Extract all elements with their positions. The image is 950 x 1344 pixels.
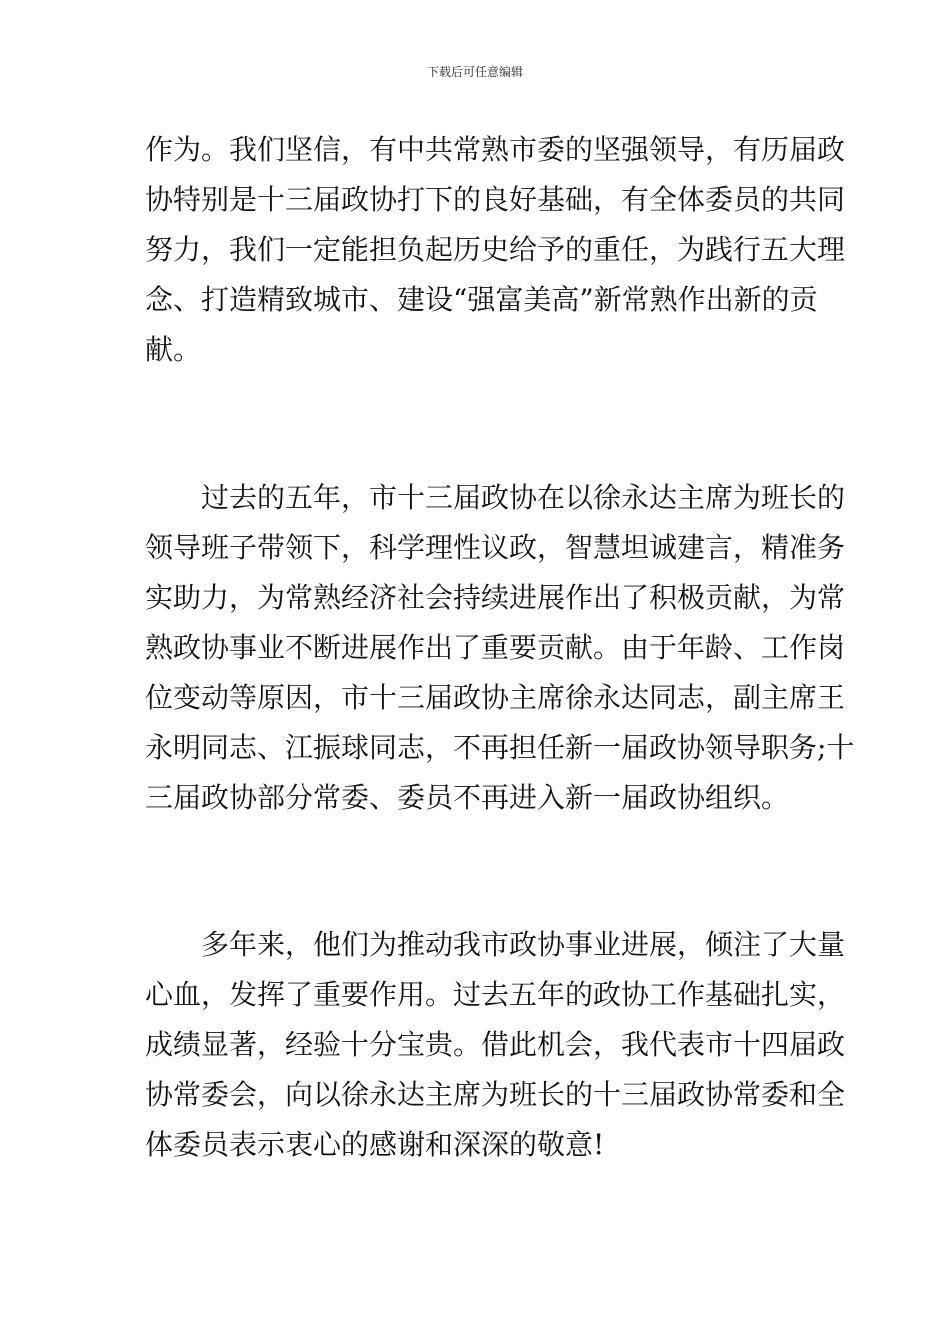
text-line: 熟政协事业不断进展作出了重要贡献。由于年龄、工作岗: [145, 631, 846, 664]
text-line: 三届政协部分常委、委员不再进入新一届政协组织。: [145, 781, 790, 814]
text-line: 多年来，他们为推动我市政协事业进展，倾注了大量: [145, 928, 846, 961]
paragraph-2: [145, 473, 855, 823]
text-line: 过去的五年，市十三届政协在以徐永达主席为班长的: [145, 481, 846, 514]
text-line: 协特别是十三届政协打下的良好基础，有全体委员的共同: [145, 183, 846, 216]
text-line: 位变动等原因，市十三届政协主席徐永达同志，副主席王: [145, 681, 846, 714]
text-line: 心血，发挥了重要作用。过去五年的政协工作基础扎实，: [145, 978, 846, 1011]
text-line: 成绩显著，经验十分宝贵。借此机会，我代表市十四届政: [145, 1028, 846, 1061]
text-line: 实助力，为常熟经济社会持续进展作出了积极贡献，为常: [145, 581, 846, 614]
paragraph-3: [145, 920, 846, 1170]
text-line: 念、打造精致城市、建设“强富美高”新常熟作出新的贡: [145, 283, 818, 316]
text-line: 领导班子带领下，科学理性议政，智慧坦诚建言，精准务: [145, 531, 846, 564]
text-line: 协常委会，向以徐永达主席为班长的十三届政协常委和全: [145, 1078, 846, 1111]
header-note: 下载后可任意编辑: [426, 65, 523, 79]
text-line: 努力，我们一定能担负起历史给予的重任，为践行五大理: [145, 233, 846, 266]
text-line: 体委员表示衷心的感谢和深深的敬意!: [145, 1128, 605, 1161]
text-line: 献。: [145, 333, 202, 366]
text-line: 永明同志、江振球同志，不再担任新一届政协领导职务;十: [145, 731, 855, 764]
paragraph-1: [145, 125, 846, 375]
text-line: 作为。我们坚信，有中共常熟市委的坚强领导，有历届政: [145, 133, 846, 166]
